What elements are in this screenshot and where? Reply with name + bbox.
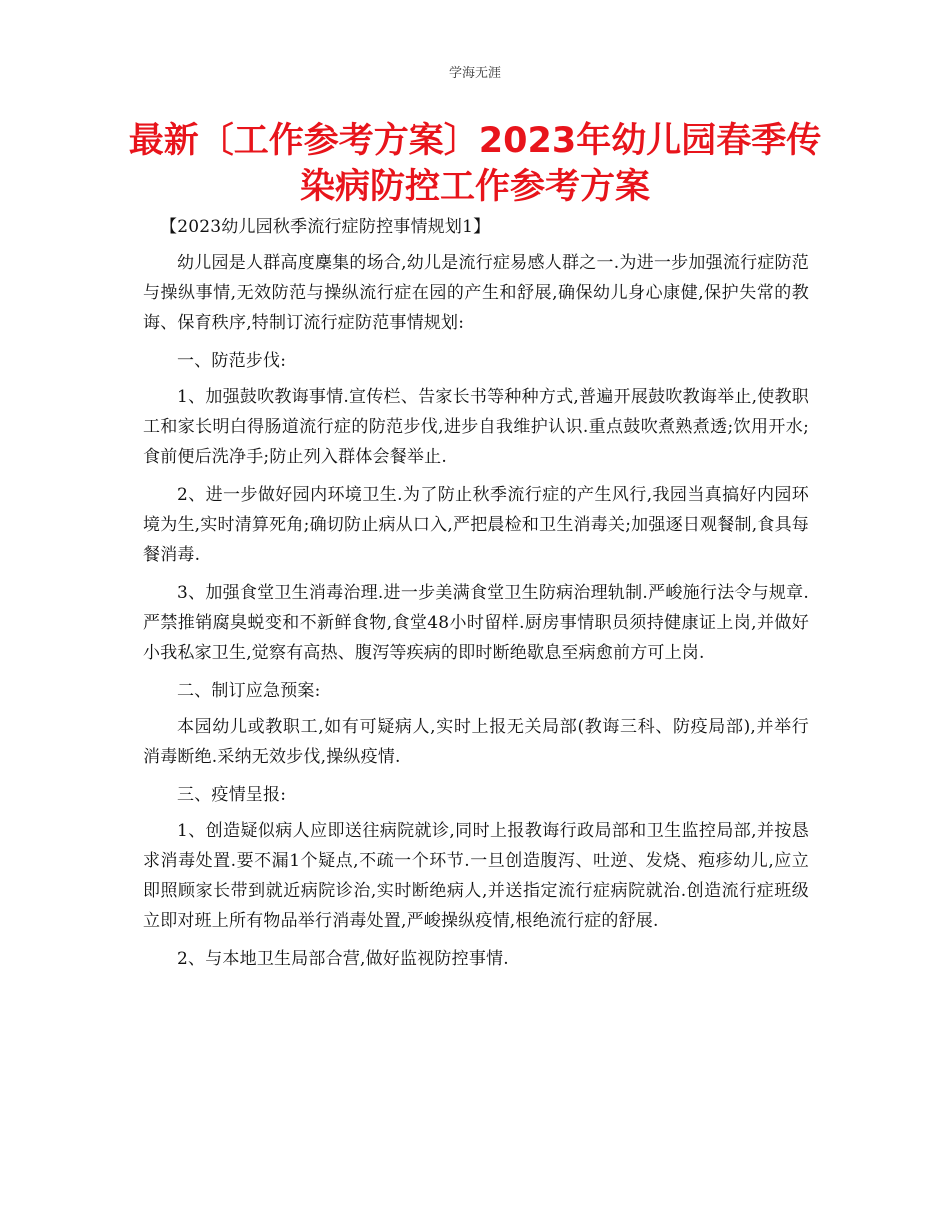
paragraph-reporting-2: 2、与本地卫生局部合营,做好监视防控事情.	[177, 949, 509, 969]
paragraph-prevention-1: 1、加强鼓吹教诲事情.宣传栏、告家长书等种种方式,普遍开展鼓吹教诲举止,使教职工和家长明白得肠道流行症的防范步伐,进步自我维护认识.重点鼓吹煮熟煮透;饮用开水;食前便后洗净手;防止列入群体会餐举止.	[143, 387, 809, 467]
document-body	[143, 212, 809, 982]
document-title: 最新〔工作参考方案〕2023年幼儿园春季传染病防控工作参考方案	[128, 121, 822, 207]
paragraph-intro: 幼儿园是人群高度麇集的场合,幼儿是流行症易感人群之一.为进一步加强流行症防范与操纵事情,无效防范与操纵流行症在园的产生和舒展,确保幼儿身心康健,保护失常的教诲、保育秩序,特制订流行症防范事情规划:	[143, 253, 809, 333]
section-heading-prevention: 一、防范步伐:	[177, 351, 287, 371]
paragraph-reporting-1: 1、创造疑似病人应即送往病院就诊,同时上报教诲行政局部和卫生监控局部,并按恳求消毒处置.要不漏1个疑点,不疏一个环节.一旦创造腹泻、吐逆、发烧、疱疹幼儿,应立即照顾家长带到就近病院诊治,实时断绝病人,并送指定流行症病院就治.创造流行症班级立即对班上所有物品举行消毒处置,严峻操纵疫情,根绝流行症的舒展.	[143, 821, 809, 931]
paragraph-prevention-2: 2、进一步做好园内环境卫生.为了防止秋季流行症的产生风行,我园当真搞好内园环境为生,实时清算死角;确切防止病从口入,严把晨检和卫生消毒关;加强逐日观餐制,食具每餐消毒.	[143, 485, 809, 565]
paragraph-emergency: 本园幼儿或教职工,如有可疑病人,实时上报无关局部(教诲三科、防疫局部),并举行消毒断绝.采纳无效步伐,操纵疫情.	[143, 717, 809, 767]
section-tag: 【2023幼儿园秋季流行症防控事情规划1】	[160, 217, 491, 237]
section-heading-emergency: 二、制订应急预案:	[177, 681, 321, 701]
page-header: 学海无涯	[448, 66, 501, 81]
paragraph-prevention-3: 3、加强食堂卫生消毒治理.进一步美满食堂卫生防病治理轨制.严峻施行法令与规章.严禁推销腐臭蜕变和不新鲜食物,食堂48小时留样.厨房事情职员须持健康证上岗,并做好小我私家卫生,觉察有高热、腹泻等疾病的即时断绝歇息至病愈前方可上岗.	[143, 583, 809, 663]
section-heading-reporting: 三、疫情呈报:	[177, 785, 287, 805]
